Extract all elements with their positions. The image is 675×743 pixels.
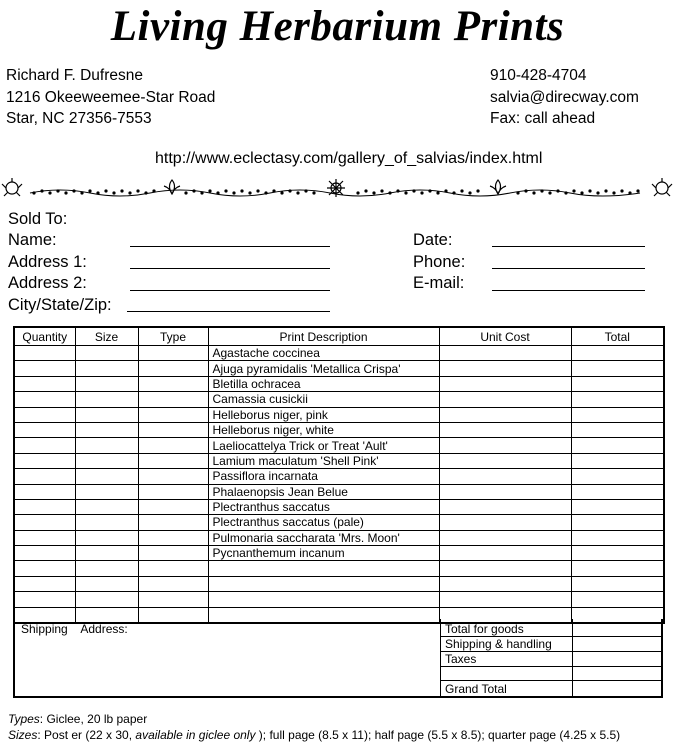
description-cell: Laeliocattelya Trick or Treat 'Ault' bbox=[208, 438, 439, 453]
unit-cost-cell[interactable] bbox=[439, 561, 571, 576]
phone-label: Phone: bbox=[413, 253, 466, 271]
totals-panel bbox=[440, 619, 662, 696]
order-items-table bbox=[13, 326, 665, 624]
total-cell[interactable] bbox=[571, 515, 664, 530]
unit-cost-cell[interactable] bbox=[439, 469, 571, 484]
table-header-row bbox=[14, 327, 664, 346]
table-row bbox=[14, 376, 664, 391]
shipping-handling-label: Shipping & handling bbox=[445, 637, 552, 651]
column-header-type: Type bbox=[138, 327, 208, 346]
types-footnote-text: : Giclee, 20 lb paper bbox=[39, 712, 148, 726]
description-cell: Helleborus niger, white bbox=[208, 422, 439, 437]
contact-fax: Fax: call ahead bbox=[490, 110, 596, 127]
description-cell bbox=[208, 592, 439, 607]
contact-email[interactable]: salvia@direcway.com bbox=[490, 88, 639, 106]
size-cell[interactable] bbox=[75, 376, 138, 391]
column-header-total: Total bbox=[571, 327, 664, 346]
name-field[interactable] bbox=[130, 246, 330, 247]
quantity-cell[interactable] bbox=[14, 546, 75, 561]
description-cell: Plectranthus saccatus (pale) bbox=[208, 515, 439, 530]
types-footnote bbox=[8, 712, 147, 726]
unit-cost-cell[interactable] bbox=[439, 392, 571, 407]
sizes-footnote-label: Sizes bbox=[8, 728, 38, 742]
address2-label: Address 2: bbox=[8, 274, 87, 292]
total-cell[interactable] bbox=[571, 499, 664, 514]
column-header-quantity: Quantity bbox=[14, 327, 75, 346]
unit-cost-cell[interactable] bbox=[439, 515, 571, 530]
table-row bbox=[14, 407, 664, 422]
shipping-totals-box bbox=[13, 619, 663, 698]
type-cell[interactable] bbox=[138, 361, 208, 376]
name-label: Name: bbox=[8, 231, 57, 249]
floral-border-decoration bbox=[0, 176, 675, 202]
address2-field[interactable] bbox=[130, 290, 330, 291]
total-cell[interactable] bbox=[571, 469, 664, 484]
quantity-cell[interactable] bbox=[14, 376, 75, 391]
table-row bbox=[14, 515, 664, 530]
sizes-footnote bbox=[8, 728, 620, 742]
unit-cost-cell[interactable] bbox=[439, 422, 571, 437]
description-cell: Lamium maculatum 'Shell Pink' bbox=[208, 453, 439, 468]
table-row bbox=[14, 576, 664, 591]
description-cell: Pulmonaria saccharata 'Mrs. Moon' bbox=[208, 530, 439, 545]
size-cell[interactable] bbox=[75, 561, 138, 576]
quantity-cell[interactable] bbox=[14, 469, 75, 484]
size-cell[interactable] bbox=[75, 469, 138, 484]
type-cell[interactable] bbox=[138, 515, 208, 530]
unit-cost-cell[interactable] bbox=[439, 546, 571, 561]
size-cell[interactable] bbox=[75, 453, 138, 468]
contact-name: Richard F. Dufresne bbox=[6, 67, 143, 84]
gallery-url-link[interactable]: http://www.eclectasy.com/gallery_of_salvias/index.html bbox=[155, 150, 543, 167]
table-row bbox=[14, 469, 664, 484]
quantity-cell[interactable] bbox=[14, 422, 75, 437]
quantity-cell[interactable] bbox=[14, 592, 75, 607]
table-row bbox=[14, 453, 664, 468]
total-cell[interactable] bbox=[571, 530, 664, 545]
unit-cost-cell[interactable] bbox=[439, 499, 571, 514]
city-state-zip-field[interactable] bbox=[127, 311, 330, 312]
type-cell[interactable] bbox=[138, 438, 208, 453]
description-cell: Bletilla ochracea bbox=[208, 376, 439, 391]
total-cell[interactable] bbox=[571, 361, 664, 376]
size-cell[interactable] bbox=[75, 499, 138, 514]
unit-cost-cell[interactable] bbox=[439, 592, 571, 607]
table-row bbox=[14, 561, 664, 576]
sizes-footnote-italic: available in giclee only bbox=[135, 728, 256, 742]
grand-total-label: Grand Total bbox=[445, 682, 507, 696]
quantity-cell[interactable] bbox=[14, 515, 75, 530]
total-cell[interactable] bbox=[571, 453, 664, 468]
address1-field[interactable] bbox=[130, 268, 330, 269]
contact-street: 1216 Okeeweemee-Star Road bbox=[6, 88, 216, 106]
sizes-footnote-text-1: : Post er (22 x 30, bbox=[37, 728, 136, 742]
type-cell[interactable] bbox=[138, 576, 208, 591]
description-cell: Camassia cusickii bbox=[208, 392, 439, 407]
size-cell[interactable] bbox=[75, 546, 138, 561]
email-field[interactable] bbox=[492, 290, 645, 291]
sold-to-label: Sold To: bbox=[8, 210, 68, 228]
quantity-cell[interactable] bbox=[14, 561, 75, 576]
total-cell[interactable] bbox=[571, 346, 664, 361]
description-cell: Pycnanthemum incanum bbox=[208, 546, 439, 561]
types-footnote-label: Types bbox=[8, 712, 40, 726]
quantity-cell[interactable] bbox=[14, 484, 75, 499]
total-cell[interactable] bbox=[571, 422, 664, 437]
type-cell[interactable] bbox=[138, 546, 208, 561]
size-cell[interactable] bbox=[75, 576, 138, 591]
type-cell[interactable] bbox=[138, 453, 208, 468]
column-header-unit-cost: Unit Cost bbox=[439, 327, 571, 346]
size-cell[interactable] bbox=[75, 422, 138, 437]
table-row bbox=[14, 530, 664, 545]
description-cell bbox=[208, 576, 439, 591]
type-cell[interactable] bbox=[138, 530, 208, 545]
quantity-cell[interactable] bbox=[14, 361, 75, 376]
date-label: Date: bbox=[413, 231, 453, 249]
page-title: Living Herbarium Prints bbox=[110, 3, 565, 50]
type-cell[interactable] bbox=[138, 561, 208, 576]
table-row bbox=[14, 361, 664, 376]
unit-cost-cell[interactable] bbox=[439, 346, 571, 361]
unit-cost-cell[interactable] bbox=[439, 407, 571, 422]
size-cell[interactable] bbox=[75, 392, 138, 407]
total-cell[interactable] bbox=[571, 438, 664, 453]
description-cell: Helleborus niger, pink bbox=[208, 407, 439, 422]
unit-cost-cell[interactable] bbox=[439, 484, 571, 499]
type-cell[interactable] bbox=[138, 392, 208, 407]
total-cell[interactable] bbox=[571, 561, 664, 576]
column-header-size: Size bbox=[75, 327, 138, 346]
table-row bbox=[14, 422, 664, 437]
total-cell[interactable] bbox=[571, 392, 664, 407]
table-row bbox=[14, 392, 664, 407]
type-cell[interactable] bbox=[138, 469, 208, 484]
taxes-label: Taxes bbox=[445, 652, 477, 666]
table-row bbox=[14, 346, 664, 361]
size-cell[interactable] bbox=[75, 438, 138, 453]
type-cell[interactable] bbox=[138, 407, 208, 422]
totals-divider bbox=[572, 619, 573, 696]
size-cell[interactable] bbox=[75, 407, 138, 422]
type-cell[interactable] bbox=[138, 592, 208, 607]
size-cell[interactable] bbox=[75, 361, 138, 376]
contact-city: Star, NC 27356-7553 bbox=[6, 110, 152, 127]
description-cell: Passiflora incarnata bbox=[208, 469, 439, 484]
size-cell[interactable] bbox=[75, 515, 138, 530]
taxes-row[interactable] bbox=[441, 666, 662, 667]
blank-totals-row[interactable] bbox=[441, 680, 662, 681]
description-cell bbox=[208, 561, 439, 576]
address1-label: Address 1: bbox=[8, 253, 87, 271]
description-cell: Agastache coccinea bbox=[208, 346, 439, 361]
total-cell[interactable] bbox=[571, 376, 664, 391]
unit-cost-cell[interactable] bbox=[439, 576, 571, 591]
quantity-cell[interactable] bbox=[14, 530, 75, 545]
total-cell[interactable] bbox=[571, 484, 664, 499]
quantity-cell[interactable] bbox=[14, 438, 75, 453]
type-cell[interactable] bbox=[138, 484, 208, 499]
total-cell[interactable] bbox=[571, 592, 664, 607]
phone-field[interactable] bbox=[492, 268, 645, 269]
column-header-description: Print Description bbox=[208, 327, 439, 346]
description-cell: Phalaenopsis Jean Belue bbox=[208, 484, 439, 499]
unit-cost-cell[interactable] bbox=[439, 438, 571, 453]
quantity-cell[interactable] bbox=[14, 407, 75, 422]
unit-cost-cell[interactable] bbox=[439, 530, 571, 545]
shipping-address-label: Shipping Address: bbox=[21, 622, 128, 636]
unit-cost-cell[interactable] bbox=[439, 376, 571, 391]
table-row bbox=[14, 438, 664, 453]
size-cell[interactable] bbox=[75, 346, 138, 361]
quantity-cell[interactable] bbox=[14, 346, 75, 361]
description-cell: Ajuga pyramidalis 'Metallica Crispa' bbox=[208, 361, 439, 376]
type-cell[interactable] bbox=[138, 499, 208, 514]
date-field[interactable] bbox=[492, 246, 645, 247]
quantity-cell[interactable] bbox=[14, 499, 75, 514]
type-cell[interactable] bbox=[138, 422, 208, 437]
unit-cost-cell[interactable] bbox=[439, 453, 571, 468]
table-row bbox=[14, 484, 664, 499]
description-cell: Plectranthus saccatus bbox=[208, 499, 439, 514]
type-cell[interactable] bbox=[138, 376, 208, 391]
table-row bbox=[14, 546, 664, 561]
table-row bbox=[14, 592, 664, 607]
contact-phone: 910-428-4704 bbox=[490, 67, 587, 84]
email-label: E-mail: bbox=[413, 274, 465, 292]
size-cell[interactable] bbox=[75, 484, 138, 499]
contact-address-block bbox=[6, 65, 215, 130]
sizes-footnote-text-2: ); full page (8.5 x 11); half page (5.5 x 8.5); quarter page (4.25 x 5.5) bbox=[255, 728, 621, 742]
type-cell[interactable] bbox=[138, 346, 208, 361]
total-cell[interactable] bbox=[571, 576, 664, 591]
total-cell[interactable] bbox=[571, 546, 664, 561]
quantity-cell[interactable] bbox=[14, 576, 75, 591]
total-cell[interactable] bbox=[571, 407, 664, 422]
size-cell[interactable] bbox=[75, 592, 138, 607]
quantity-cell[interactable] bbox=[14, 453, 75, 468]
total-goods-label: Total for goods bbox=[445, 622, 524, 636]
unit-cost-cell[interactable] bbox=[439, 361, 571, 376]
quantity-cell[interactable] bbox=[14, 392, 75, 407]
city-state-zip-label: City/State/Zip: bbox=[8, 296, 112, 314]
table-row bbox=[14, 499, 664, 514]
size-cell[interactable] bbox=[75, 530, 138, 545]
contact-info-block bbox=[490, 65, 639, 130]
